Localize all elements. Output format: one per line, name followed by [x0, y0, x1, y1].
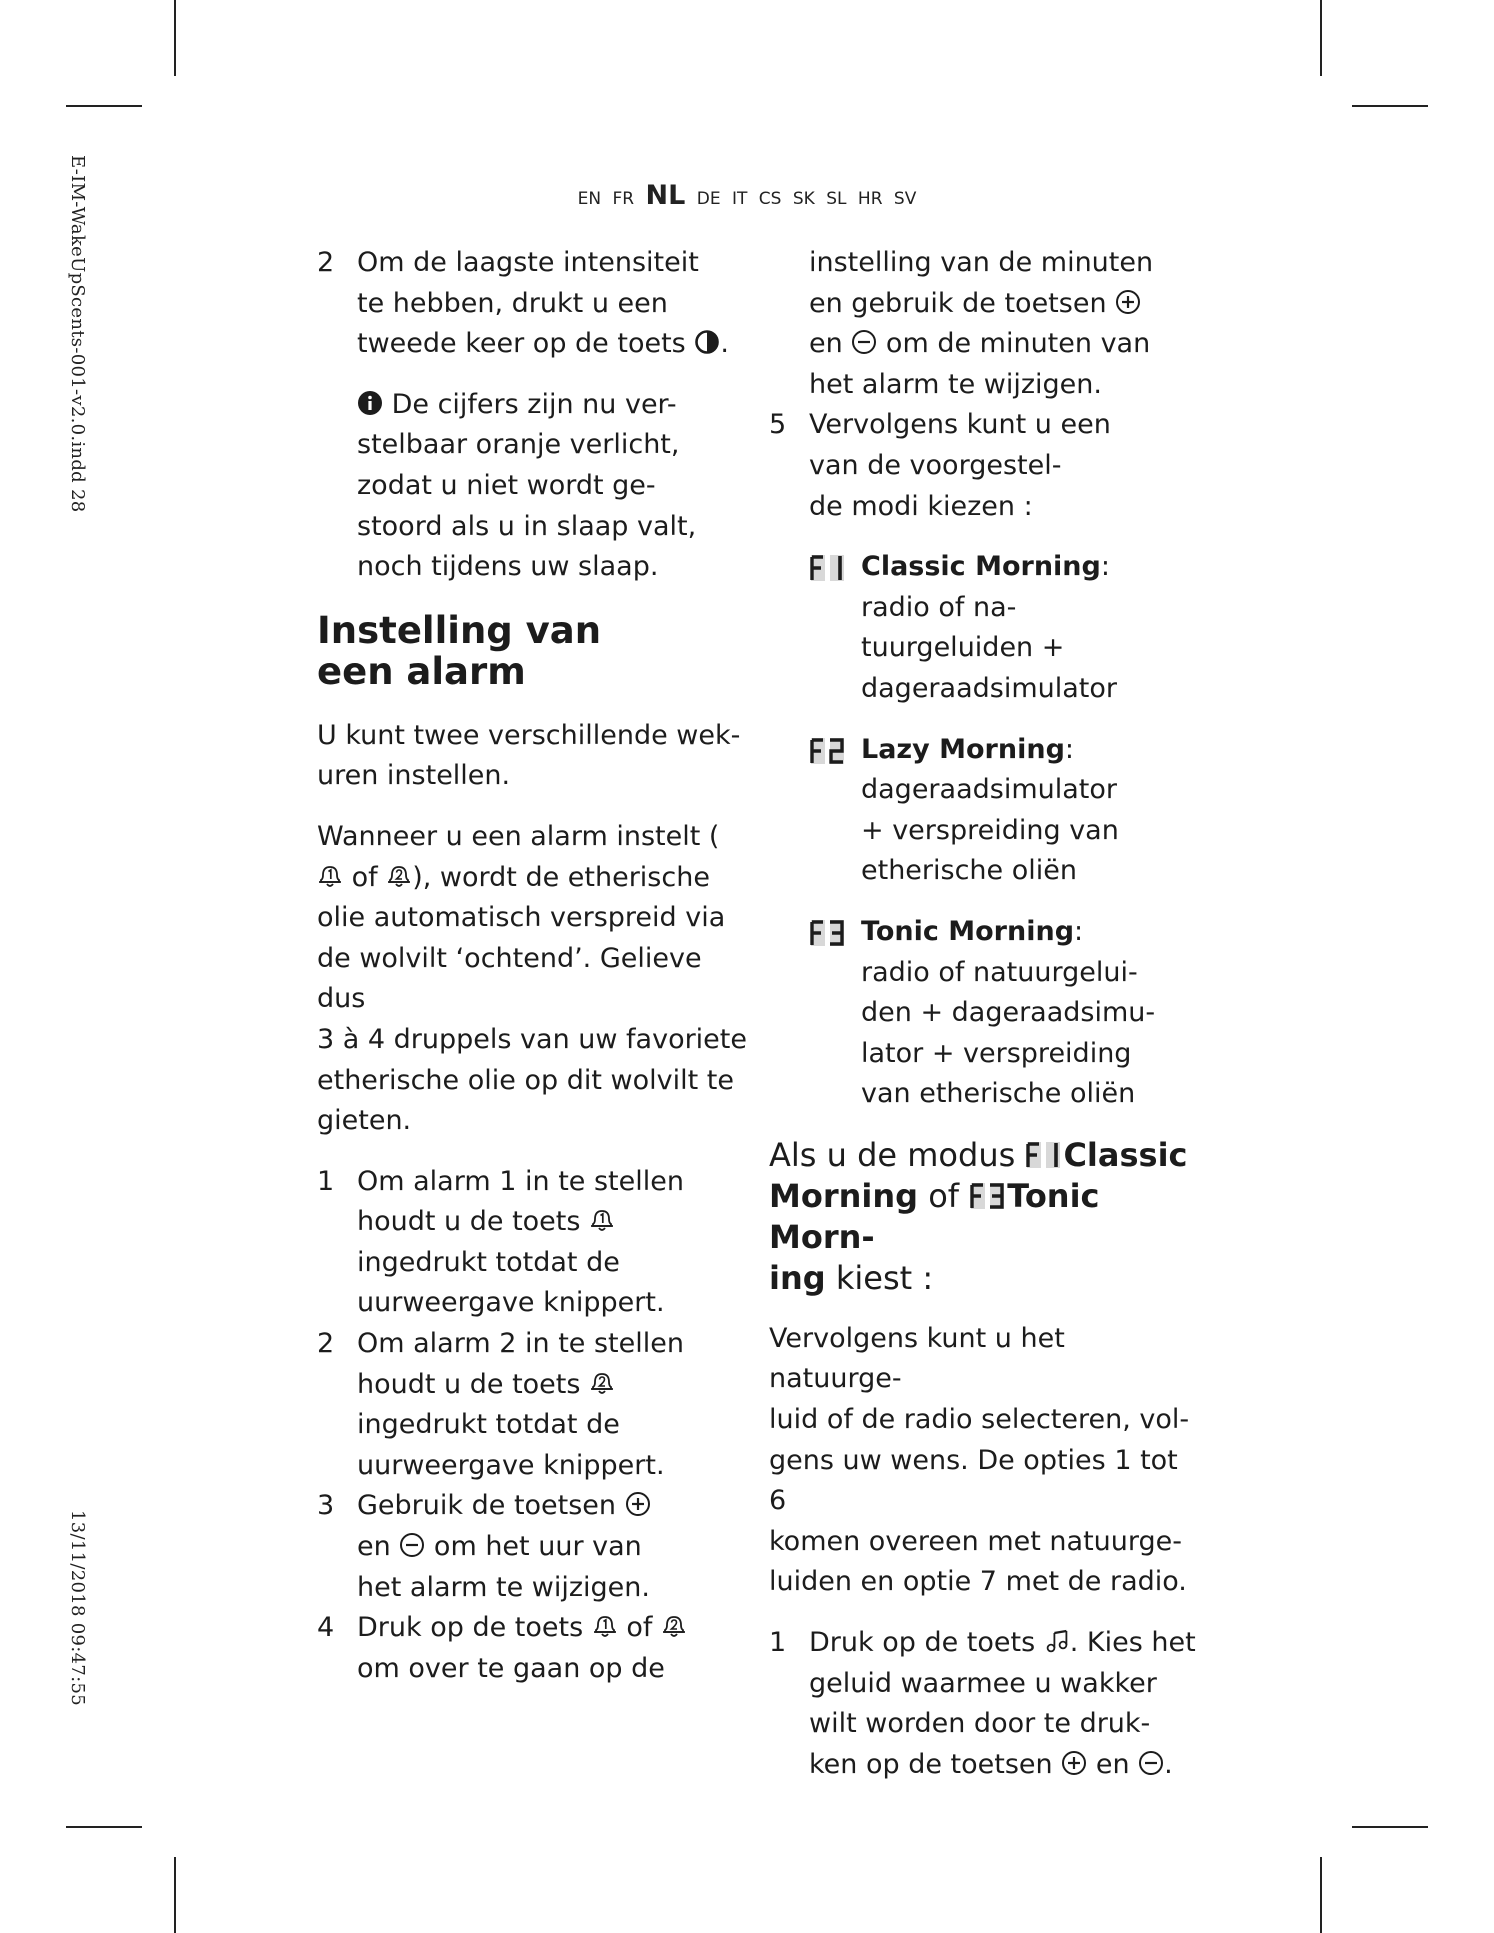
lang-cs: CS: [758, 189, 782, 209]
alarm-bell-1-icon: [592, 1612, 618, 1640]
left-column: [317, 243, 747, 1689]
language-bar: [0, 180, 1494, 211]
half-circle-icon: [694, 329, 720, 355]
minus-circle-icon: [1138, 1750, 1164, 1776]
section-heading: Instelling van een alarm: [317, 608, 602, 693]
plus-circle-icon: [1061, 1750, 1087, 1776]
lang-fr: FR: [612, 189, 635, 209]
crop-mark-top-left-h: [66, 105, 142, 107]
alarm-bell-2-icon: [589, 1369, 615, 1397]
lang-nl-active: NL: [645, 180, 686, 211]
mode-tonic-morning: Tonic Morning: radio of natuurgelui- den + dageraadsimu- lator + verspreiding van etherische oliën: [809, 912, 1199, 1115]
slug-timestamp: 13/11/2018 09:47:55: [67, 1510, 88, 1707]
segment-display-f1-icon: [809, 553, 847, 583]
segment-display-f2-icon: [809, 736, 847, 766]
minus-circle-icon: [851, 329, 877, 355]
minus-circle-icon: [399, 1532, 425, 1558]
plus-circle-icon: [1115, 289, 1141, 315]
intro-paragraph: U kunt twee verschillende wek- uren instellen.: [317, 719, 741, 792]
alarm-bell-2-icon: [386, 862, 412, 890]
alarm-step-2: 2 Om alarm 2 in te stellen houdt u de toets ingedrukt totdat de uurweergave knippert.: [317, 1328, 684, 1481]
slug-filename: E-IM-WakeUpScents-001-v2.0.indd 28: [67, 155, 88, 513]
oil-paragraph: Wanneer u een alarm instelt ( of ), wordt de etherische olie automatisch verspreid via de wolvilt ‘ochtend’. Gelieve dus 3 à 4 druppels van uw favoriete etherische olie op dit wolvilt te gieten.: [317, 820, 747, 1137]
segment-display-f3-icon: [969, 1181, 1007, 1211]
crop-mark-bottom-left-h: [66, 1826, 142, 1828]
step-5-modes: 5 Vervolgens kunt u een van de voorgestel- de modi kiezen : Classic Morning: radio of na- tuurgeluiden + dageraadsimulator Lazy Morning: dageraadsimulator + verspreiding van etherische oliën Tonic Morning: radio of natuurgelui- den + dageraadsimu- lator + verspreiding van etherische oliën: [769, 405, 1199, 1115]
music-note-icon: [1044, 1628, 1070, 1654]
sound-step-1: 1 Druk op de toets . Kies het geluid waarmee u wakker wilt worden door te druk- ken op de toetsen en .: [769, 1627, 1196, 1780]
alarm-step-1: 1 Om alarm 1 in te stellen houdt u de toets ingedrukt totdat de uurweergave knippert.: [317, 1165, 684, 1319]
step-2-intensity: 2 Om de laagste intensiteit te hebben, drukt u een tweede keer op de toets .: [317, 243, 747, 365]
alarm-bell-1-icon: [317, 862, 343, 890]
step-number: 2: [317, 247, 335, 278]
sound-options-paragraph: Vervolgens kunt u het natuurge- luid of de radio selecteren, vol- gens uw wens. De opties 1 tot 6 komen overeen met natuurge- luiden en optie 7 met de radio.: [769, 1322, 1190, 1598]
segment-display-f1-icon: [1025, 1140, 1063, 1170]
lang-sv: SV: [893, 189, 917, 209]
lang-hr: HR: [857, 189, 883, 209]
right-column: [769, 243, 1199, 1785]
lang-de: DE: [696, 189, 721, 209]
info-icon: [357, 390, 383, 416]
crop-mark-bottom-left: [174, 1857, 176, 1933]
alarm-bell-2-icon: [661, 1612, 687, 1640]
alarm-step-4: 4 Druk op de toets of om over te gaan op de: [317, 1608, 747, 1689]
mode-lazy-morning: Lazy Morning: dageraadsimulator + verspreiding van etherische oliën: [809, 730, 1199, 892]
info-note: De cijfers zijn nu ver- stelbaar oranje verlicht, zodat u niet wordt ge- stoord als u in slaap valt, noch tijdens uw slaap.: [357, 388, 697, 583]
crop-mark-top-left: [174, 0, 176, 76]
lang-sl: SL: [826, 189, 847, 209]
alarm-bell-1-icon: [589, 1206, 615, 1234]
crop-mark-top-right: [1320, 0, 1322, 76]
lang-it: IT: [731, 189, 748, 209]
alarm-step-3: 3 Gebruik de toetsen en om het uur van het alarm te wijzigen.: [317, 1490, 650, 1603]
crop-mark-bottom-right: [1320, 1857, 1322, 1933]
crop-mark-bottom-right-h: [1352, 1826, 1428, 1828]
mode-classic-morning: Classic Morning: radio of na- tuurgeluiden + dageraadsimulator: [809, 547, 1199, 709]
plus-circle-icon: [625, 1491, 651, 1517]
mode-subheading: Als u de modus Classic Morning of Tonic Morn- ing kiest :: [769, 1135, 1188, 1297]
lang-sk: SK: [792, 189, 815, 209]
lang-en: EN: [577, 189, 602, 209]
crop-mark-top-right-h: [1352, 105, 1428, 107]
step-4-continued: instelling van de minuten en gebruik de toetsen en om de minuten van het alarm te wijzigen.: [809, 247, 1154, 400]
segment-display-f3-icon: [809, 918, 847, 948]
